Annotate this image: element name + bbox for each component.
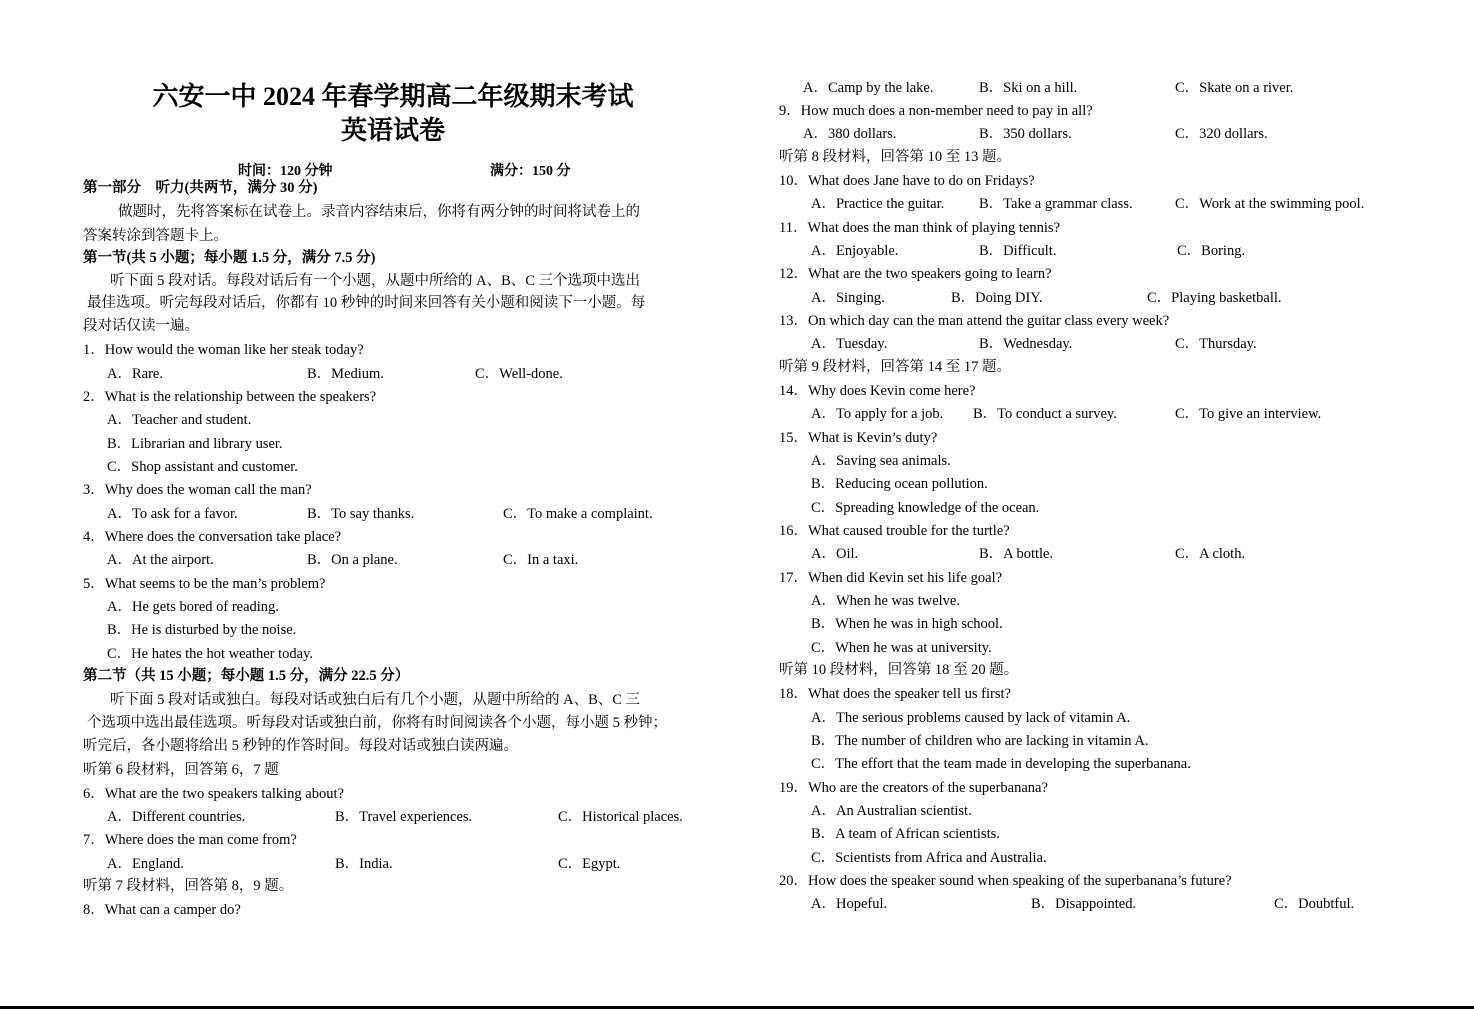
question-17: 17．When did Kevin set his life goal? <box>779 570 1003 586</box>
question-18: 18．What does the speaker tell us first? <box>779 686 1011 702</box>
option-7b: B．India. <box>335 856 393 872</box>
option-7c: C．Egypt. <box>558 856 621 872</box>
time-label: 时间：120 分钟 <box>238 164 333 179</box>
question-16: 16．What caused trouble for the turtle? <box>779 523 1010 539</box>
option-8c: C．Skate on a river. <box>1175 80 1294 96</box>
question-1: 1．How would the woman like her steak today? <box>83 342 364 358</box>
option-13c: C．Thursday. <box>1175 336 1257 352</box>
option-13b: B．Wednesday. <box>979 336 1073 352</box>
option-4a: A．At the airport. <box>107 552 214 568</box>
option-14a: A．To apply for a job. <box>811 406 944 422</box>
option-7a: A．England. <box>107 856 184 872</box>
option-19c: C．Scientists from Africa and Australia. <box>811 850 1047 866</box>
option-9c: C．320 dollars. <box>1175 126 1268 142</box>
question-20: 20．How does the speaker sound when speaking of the superbanana’s future? <box>779 873 1232 889</box>
option-6b: B．Travel experiences. <box>335 809 473 825</box>
question-6: 6．What are the two speakers talking about? <box>83 786 344 802</box>
option-16c: C．A cloth. <box>1175 546 1246 562</box>
section2-heading: 第二节（共 15 小题；每小题 1.5 分，满分 22.5 分） <box>83 668 410 684</box>
section2-instruction: 个选项中选出最佳选项。听每段对话或独白前，你将有时间阅读各个小题，每小题 5 秒钟； <box>87 715 667 731</box>
option-2c: C．Shop assistant and customer. <box>107 459 298 475</box>
part1-instruction: 答案转涂到答题卡上。 <box>83 228 228 244</box>
option-1b: B．Medium. <box>307 366 384 382</box>
option-4c: C．In a taxi. <box>503 552 579 568</box>
material-8-label: 听第 8 段材料，回答第 10 至 13 题。 <box>779 149 1011 165</box>
option-10a: A．Practice the guitar. <box>811 196 945 212</box>
score-label: 满分：150 分 <box>490 164 571 179</box>
question-10: 10．What does Jane have to do on Fridays? <box>779 173 1035 189</box>
option-3c: C．To make a complaint. <box>503 506 653 522</box>
option-6a: A．Different countries. <box>107 809 246 825</box>
material-9-label: 听第 9 段材料，回答第 14 至 17 题。 <box>779 359 1011 375</box>
option-17b: B．When he was in high school. <box>811 616 1003 632</box>
option-13a: A．Tuesday. <box>811 336 888 352</box>
option-12a: A．Singing. <box>811 290 885 306</box>
question-2: 2．What is the relationship between the speakers? <box>83 389 377 405</box>
option-8b: B．Ski on a hill. <box>979 80 1078 96</box>
material-6-label: 听第 6 段材料，回答第 6，7 题 <box>83 762 279 778</box>
question-9: 9．How much does a non-member need to pay in all? <box>779 103 1093 119</box>
option-15c: C．Spreading knowledge of the ocean. <box>811 500 1040 516</box>
exam-subtitle: 英语试卷 <box>340 116 445 145</box>
question-19: 19．Who are the creators of the superbanana? <box>779 780 1048 796</box>
part1-heading: 第一部分 听力(共两节，满分 30 分) <box>83 180 318 196</box>
option-3b: B．To say thanks. <box>307 506 415 522</box>
question-7: 7．Where does the man come from? <box>83 832 297 848</box>
exam-title: 六安一中 2024 年春学期高二年级期末考试 <box>152 82 634 111</box>
option-1a: A．Rare. <box>107 366 163 382</box>
question-5: 5．What seems to be the man’s problem? <box>83 576 326 592</box>
option-11c: C．Boring. <box>1177 243 1246 259</box>
option-2b: B．Librarian and library user. <box>107 436 283 452</box>
option-9b: B．350 dollars. <box>979 126 1072 142</box>
material-10-label: 听第 10 段材料，回答第 18 至 20 题。 <box>779 662 1019 678</box>
section1-heading: 第一节(共 5 小题；每小题 1.5 分，满分 7.5 分) <box>83 250 376 266</box>
option-6c: C．Historical places. <box>558 809 683 825</box>
option-9a: A．380 dollars. <box>803 126 897 142</box>
option-18a: A．The serious problems caused by lack of vitamin A. <box>811 710 1131 726</box>
option-14c: C．To give an interview. <box>1175 406 1322 422</box>
question-3: 3．Why does the woman call the man? <box>83 482 312 498</box>
option-5b: B．He is disturbed by the noise. <box>107 622 297 638</box>
option-20b: B．Disappointed. <box>1031 896 1137 912</box>
question-4: 4．Where does the conversation take place? <box>83 529 342 545</box>
option-3a: A．To ask for a favor. <box>107 506 238 522</box>
question-11: 11．What does the man think of playing tennis? <box>779 220 1060 236</box>
option-10c: C．Work at the swimming pool. <box>1175 196 1365 212</box>
option-15a: A．Saving sea animals. <box>811 453 951 469</box>
material-7-label: 听第 7 段材料，回答第 8，9 题。 <box>83 878 294 894</box>
question-15: 15．What is Kevin’s duty? <box>779 430 938 446</box>
option-20a: A．Hopeful. <box>811 896 888 912</box>
option-16a: A．Oil. <box>811 546 859 562</box>
option-17a: A．When he was twelve. <box>811 593 960 609</box>
question-12: 12．What are the two speakers going to learn? <box>779 266 1052 282</box>
option-8a: A．Camp by the lake. <box>803 80 934 96</box>
section1-instruction: 段对话仅读一遍。 <box>83 318 199 334</box>
option-1c: C．Well-done. <box>475 366 563 382</box>
option-5c: C．He hates the hot weather today. <box>107 646 314 662</box>
option-18c: C．The effort that the team made in developing the superbanana. <box>811 756 1191 772</box>
option-11b: B．Difficult. <box>979 243 1057 259</box>
option-20c: C．Doubtful. <box>1274 896 1355 912</box>
question-13: 13．On which day can the man attend the guitar class every week? <box>779 313 1170 329</box>
option-4b: B．On a plane. <box>307 552 398 568</box>
option-10b: B．Take a grammar class. <box>979 196 1133 212</box>
option-19b: B．A team of African scientists. <box>811 826 1000 842</box>
option-12b: B．Doing DIY. <box>951 290 1043 306</box>
option-5a: A．He gets bored of reading. <box>107 599 279 615</box>
section2-instruction: 听完后，各小题将给出 5 秒钟的作答时间。每段对话或独白读两遍。 <box>83 738 518 754</box>
question-14: 14．Why does Kevin come here? <box>779 383 976 399</box>
option-19a: A．An Australian scientist. <box>811 803 972 819</box>
option-14b: B．To conduct a survey. <box>973 406 1117 422</box>
part1-instruction: 做题时，先将答案标在试卷上。录音内容结束后，你将有两分钟的时间将试卷上的 <box>118 204 640 220</box>
section1-instruction: 最佳选项。听完每段对话后，你都有 10 秒钟的时间来回答有关小题和阅读下一小题。每 <box>87 295 646 311</box>
section1-instruction: 听下面 5 段对话。每段对话后有一个小题，从题中所给的 A、B、C 三个选项中选出 <box>110 273 641 289</box>
section2-instruction: 听下面 5 段对话或独白。每段对话或独白后有几个小题，从题中所给的 A、B、C 三 <box>110 692 641 708</box>
option-2a: A．Teacher and student. <box>107 412 252 428</box>
option-15b: B．Reducing ocean pollution. <box>811 476 988 492</box>
option-11a: A．Enjoyable. <box>811 243 899 259</box>
option-12c: C．Playing basketball. <box>1147 290 1282 306</box>
option-16b: B．A bottle. <box>979 546 1054 562</box>
option-17c: C．When he was at university. <box>811 640 992 656</box>
option-18b: B．The number of children who are lacking in vitamin A. <box>811 733 1149 749</box>
question-8: 8．What can a camper do? <box>83 902 241 918</box>
